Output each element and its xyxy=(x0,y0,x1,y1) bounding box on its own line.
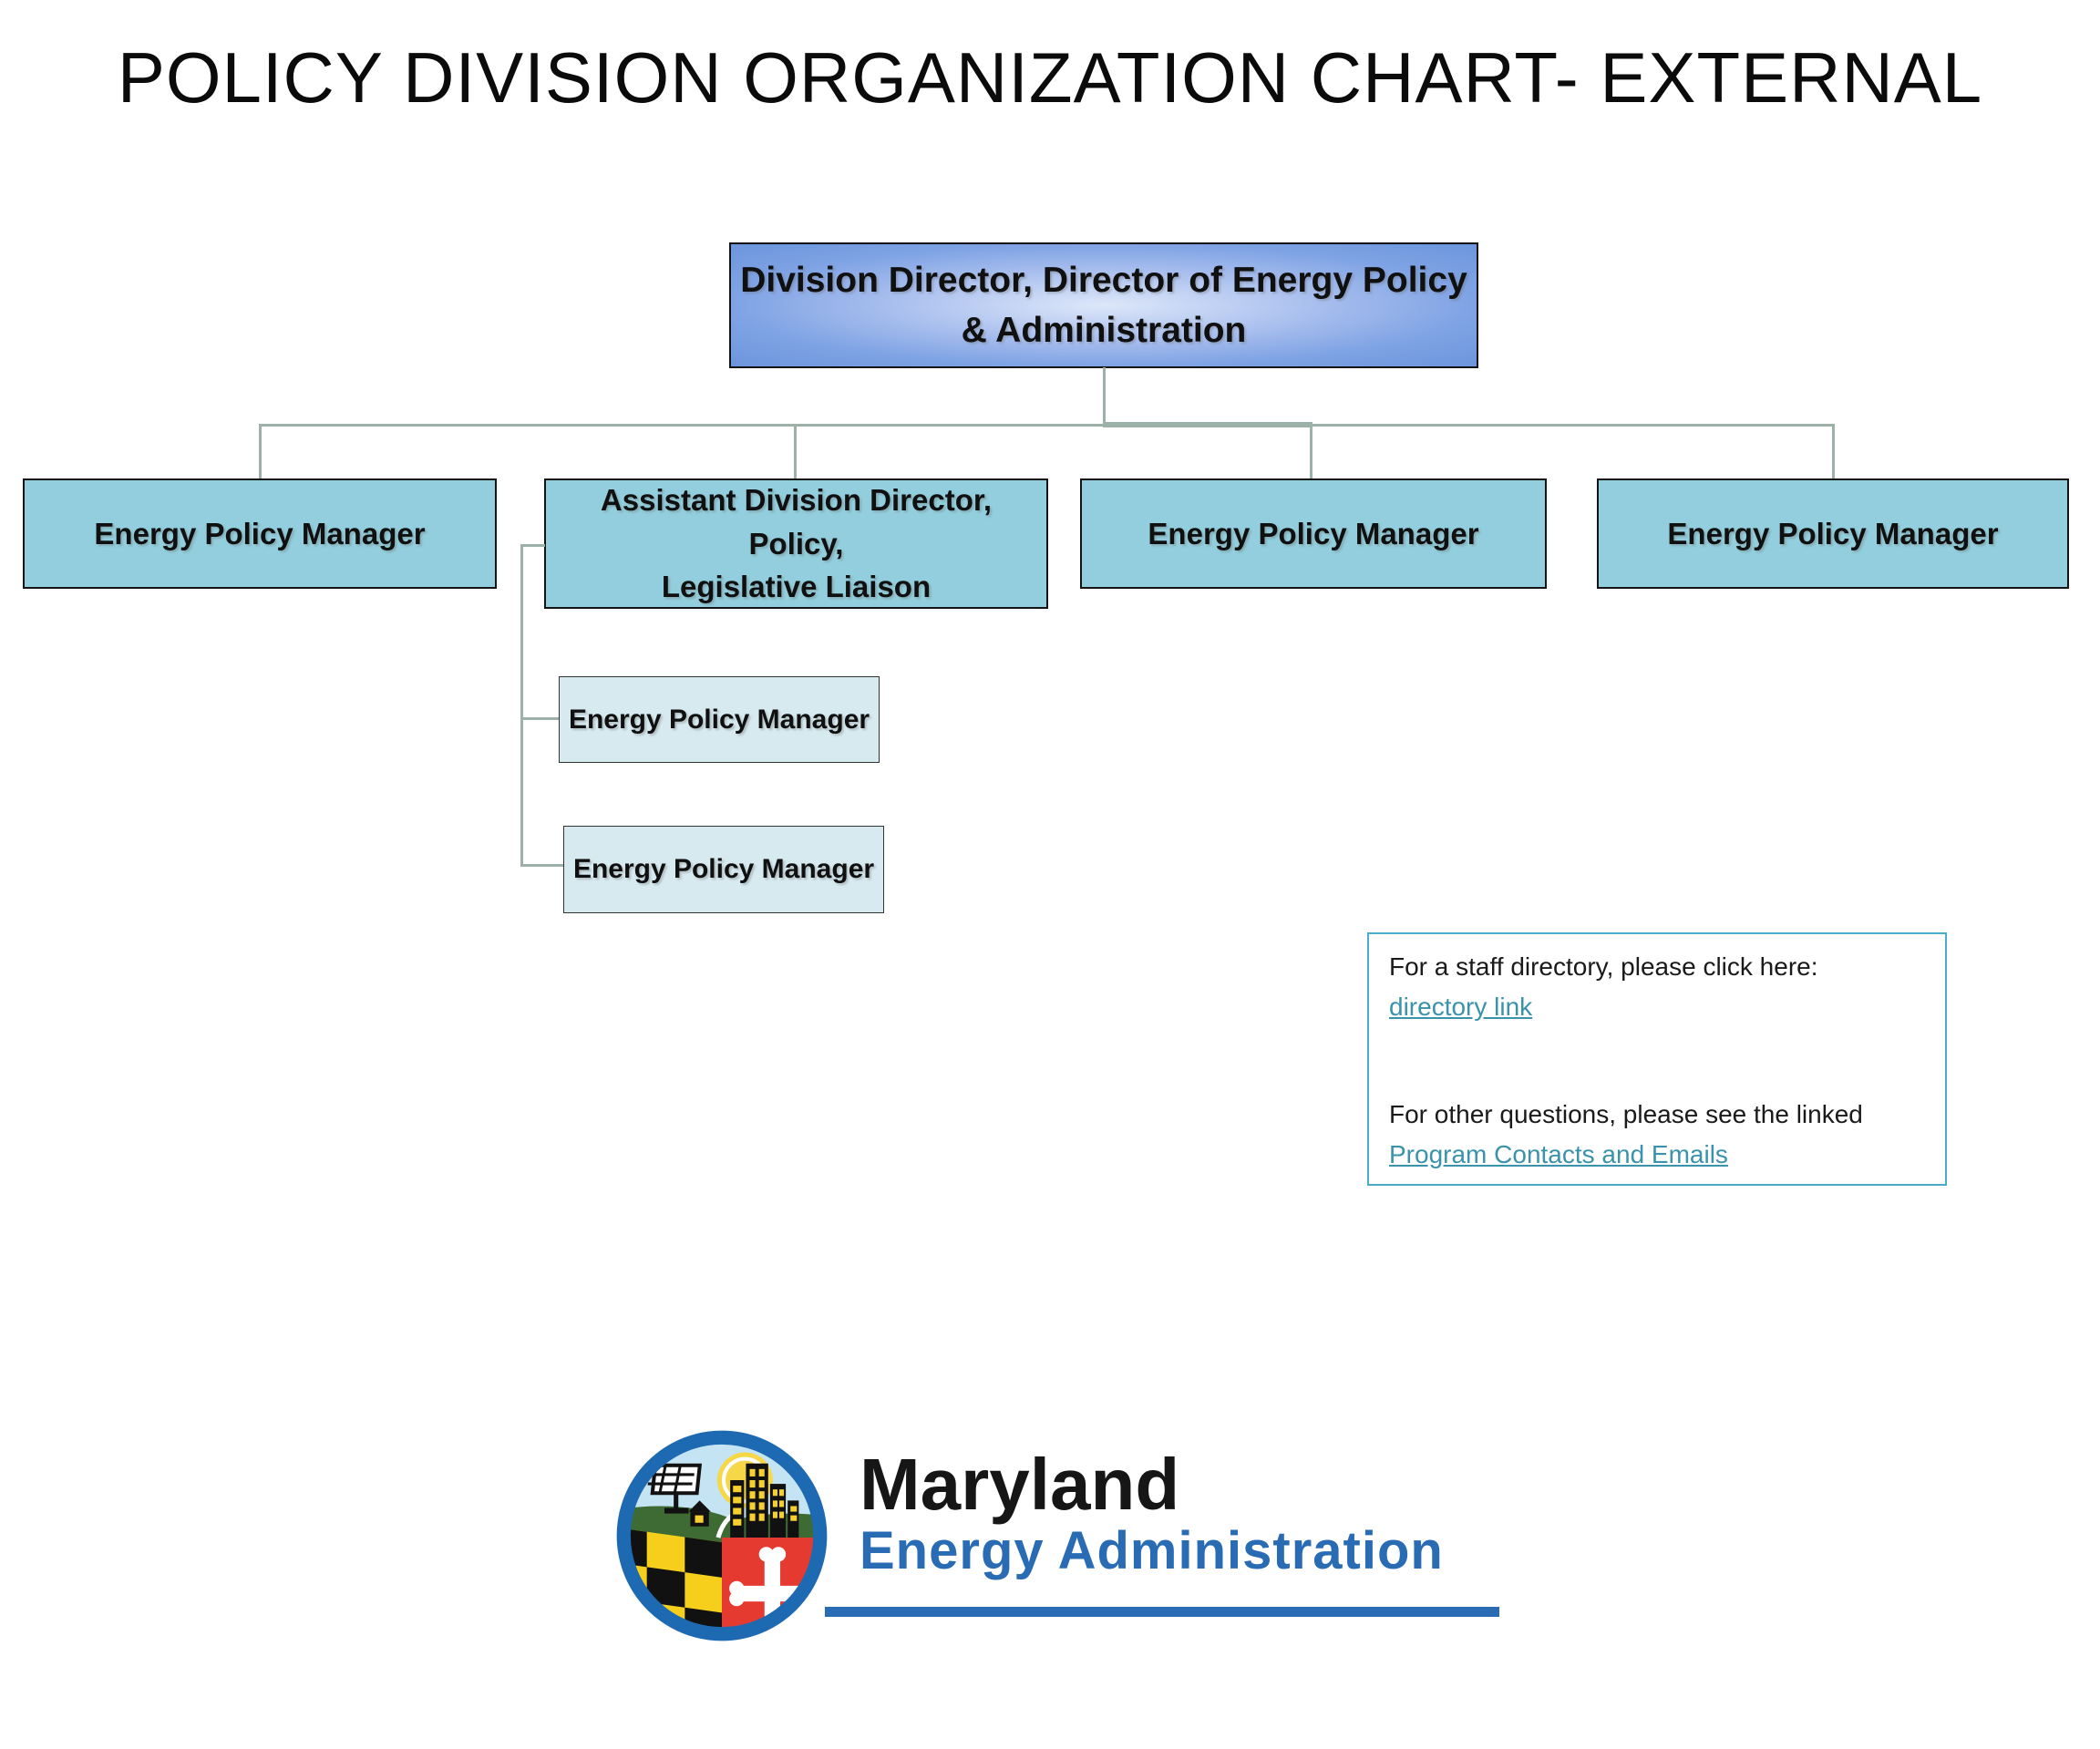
org-box-assistant-division-director xyxy=(544,478,1048,609)
org-box-division-director xyxy=(729,242,1478,368)
org-box-assistant-division-director-line1: Assistant Division Director, xyxy=(600,482,993,517)
org-box-energy-policy-manager-2-label: Energy Policy Manager xyxy=(1148,516,1479,550)
info-line-2: For other questions, please see the linked xyxy=(1389,1099,1863,1128)
logo-name-text: Maryland xyxy=(860,1444,1180,1525)
org-box-division-director-line1: Division Director, Director of Energy Policy xyxy=(740,260,1467,300)
connector-drop-2 xyxy=(794,424,797,478)
mea-logo-icon xyxy=(609,1423,835,1649)
connector-row-horizontal xyxy=(259,424,1835,427)
logo-subname-text: Energy Administration xyxy=(860,1521,1444,1580)
program-contacts-link[interactable]: Program Contacts and Emails xyxy=(1389,1139,1728,1168)
directory-link[interactable]: directory link xyxy=(1389,992,1533,1021)
org-box-energy-policy-manager-3-label: Energy Policy Manager xyxy=(1667,516,1999,550)
connector-row-overlap xyxy=(1103,422,1312,427)
connector-root-drop xyxy=(1103,367,1106,426)
connector-drop-3 xyxy=(1310,424,1312,478)
org-box-energy-policy-manager-1-label: Energy Policy Manager xyxy=(94,516,426,550)
page-title: POLICY DIVISION ORGANIZATION CHART- EXTERNAL xyxy=(117,37,1983,118)
org-box-sub-energy-policy-manager-2 xyxy=(563,826,884,913)
org-box-sub-energy-policy-manager-1 xyxy=(559,676,880,763)
org-box-assistant-division-director-line2: Policy, xyxy=(748,526,844,561)
info-box xyxy=(1367,932,1947,1186)
connector-assistant-stub xyxy=(520,544,545,547)
org-box-assistant-division-director-line3: Legislative Liaison xyxy=(661,570,932,604)
org-box-division-director-line2: & Administration xyxy=(961,311,1247,350)
connector-sub-stub-1 xyxy=(520,717,561,720)
info-line-1: For a staff directory, please click here: xyxy=(1389,952,1818,981)
connector-drop-1 xyxy=(259,424,262,478)
logo-underline-rule xyxy=(825,1607,1499,1617)
connector-sub-vertical xyxy=(520,544,523,867)
org-box-energy-policy-manager-1 xyxy=(23,478,497,589)
org-box-energy-policy-manager-2 xyxy=(1080,478,1547,589)
connector-sub-stub-2 xyxy=(520,864,565,867)
org-box-energy-policy-manager-3 xyxy=(1597,478,2069,589)
org-box-sub-energy-policy-manager-1-label: Energy Policy Manager xyxy=(568,704,870,735)
connector-drop-4 xyxy=(1832,424,1835,478)
org-box-sub-energy-policy-manager-2-label: Energy Policy Manager xyxy=(572,854,875,884)
